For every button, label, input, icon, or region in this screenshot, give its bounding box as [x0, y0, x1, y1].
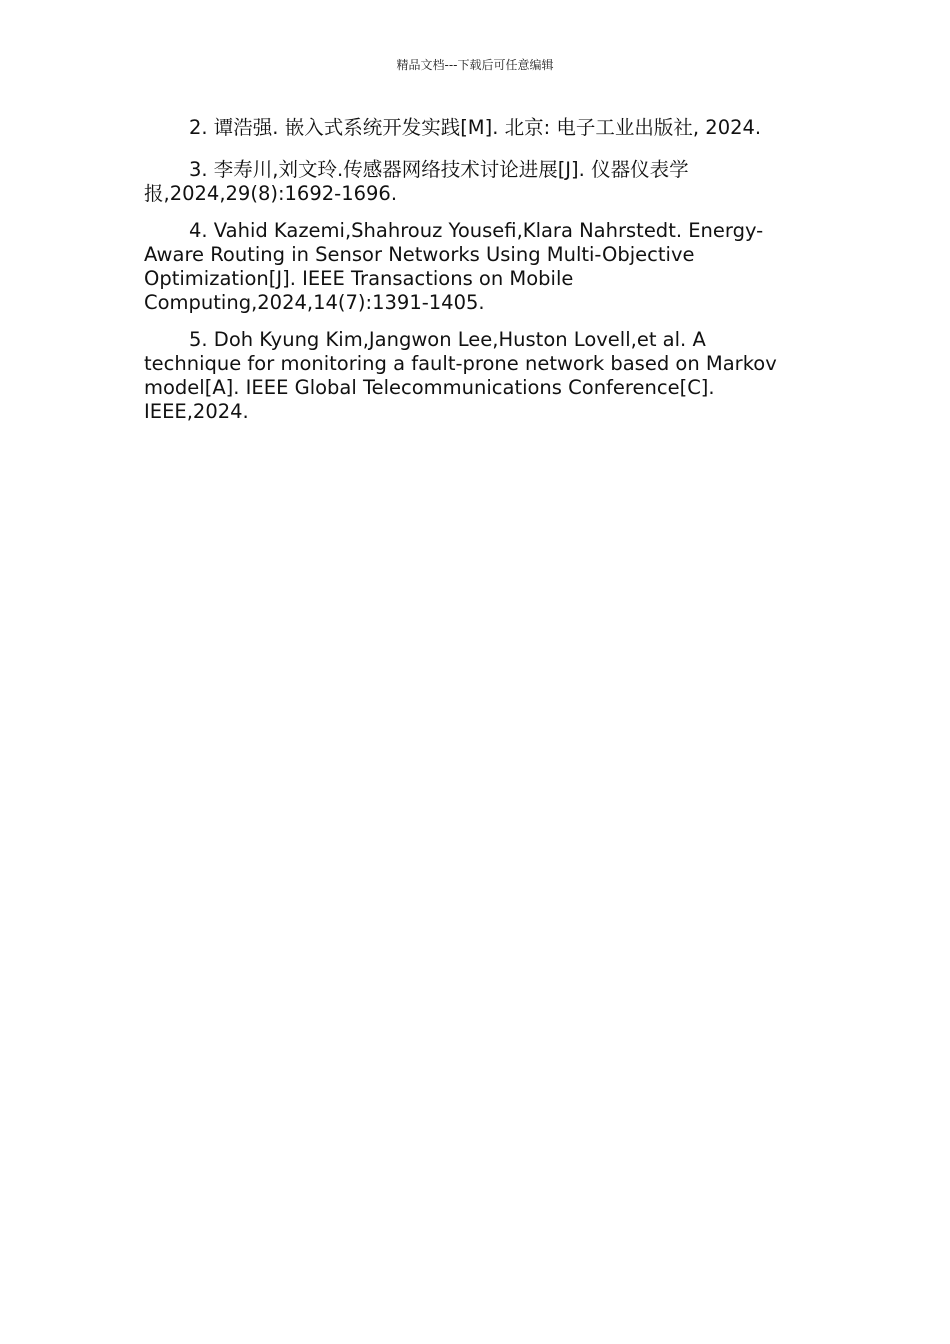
page-header: 精品文档---下载后可任意编辑 — [396, 58, 554, 72]
reference-list — [144, 116, 809, 437]
reference-item-4: 4. Vahid Kazemi,Shahrouz Yousefi,Klara Nahrstedt. Energy-Aware Routing in Sensor Networks Using Multi-Objective Optimization[J]. IEEE Transactions on Mobile Computing,2024,14(7):1391-1405. — [144, 219, 764, 314]
reference-item-2: 2. 谭浩强. 嵌入式系统开发实践[M]. 北京: 电子工业出版社, 2024. — [189, 116, 762, 139]
reference-item-3: 3. 李寿川,刘文玲.传感器网络技术讨论进展[J]. 仪器仪表学报,2024,29(8):1692-1696. — [144, 158, 689, 205]
reference-item-5: 5. Doh Kyung Kim,Jangwon Lee,Huston Lovell,et al. A technique for monitoring a fault-prone network based on Markov model[A]. IEEE Global Telecommunications Conference[C]. IEEE,2024. — [144, 328, 777, 423]
